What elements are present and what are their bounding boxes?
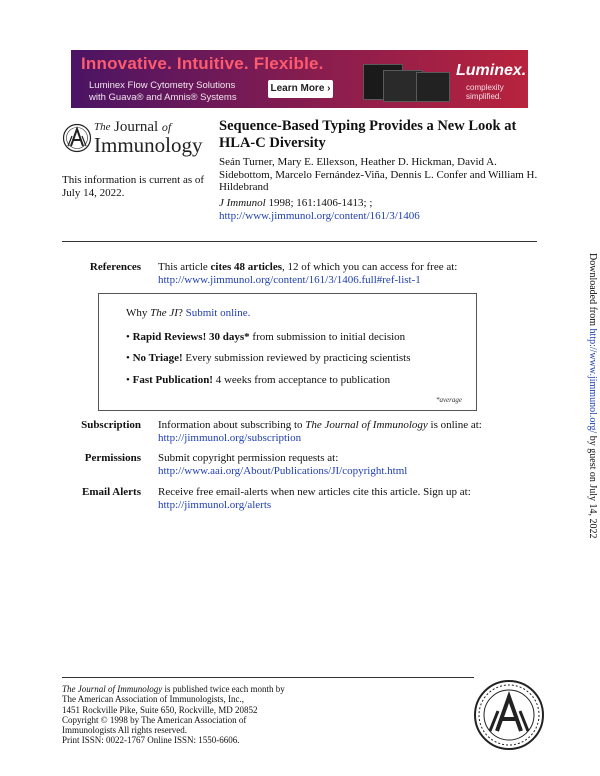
publisher-footer: The Journal of Immunology is published twice each month by The American Association of Immunologists, Inc., 1451 Rockville Pike, Suite 650, Rockville, MD 20852 Copyright © 1998 by The American Association of Immunologists All rights reserved. Print ISSN: 0022-1767 Online ISSN: 1550-6606. — [62, 684, 285, 746]
email-alerts-link[interactable]: http://jimmunol.org/alerts — [158, 498, 272, 511]
logo-immunology-wordmark: Immunology — [94, 133, 203, 157]
journal-abbrev: J Immunol — [219, 197, 266, 209]
promo-bullet: • No Triage! Every submission reviewed by practicing scientists — [126, 352, 411, 364]
subscription-body: Information about subscribing to The Journal of Immunology is online at: http://jimmunol.org/subscription — [158, 419, 482, 444]
permissions-link[interactable]: http://www.aai.org/About/Publications/JI/copyright.html — [158, 464, 408, 477]
promo-bullet: • Fast Publication! 4 weeks from acceptance to publication — [126, 374, 391, 386]
why-ji-heading: Why The JI? Submit online. — [126, 307, 251, 319]
citation-details: 1998; 161:1406-1413; ; — [268, 197, 373, 209]
learn-more-button[interactable]: Learn More › — [268, 80, 333, 98]
aai-emblem-icon — [62, 123, 92, 153]
aai-seal-icon — [473, 679, 545, 751]
subscription-label: Subscription — [81, 419, 141, 431]
subscription-link[interactable]: http://jimmunol.org/subscription — [158, 431, 302, 444]
references-link[interactable]: http://www.jimmunol.org/content/161/3/1406.full#ref-list-1 — [158, 273, 421, 286]
article-citation — [219, 197, 539, 223]
journal-logo — [62, 120, 207, 160]
email-alerts-body: Receive free email-alerts when new articles cite this article. Sign up at: http://jimmunol.org/alerts — [158, 486, 471, 511]
article-url-link[interactable]: http://www.jimmunol.org/content/161/3/1406 — [219, 210, 420, 222]
download-site-link[interactable]: http://www.jimmunol.org/ — [587, 328, 598, 434]
permissions-label: Permissions — [84, 452, 141, 464]
luminex-ad-banner[interactable] — [71, 50, 528, 108]
ad-headline: Innovative. Intuitive. Flexible. — [81, 54, 324, 73]
luminex-logo: Luminex. — [456, 62, 527, 79]
references-label: References — [89, 261, 141, 273]
permissions-body: Submit copyright permission requests at: http://www.aai.org/About/Publications/JI/copyright.html — [158, 452, 408, 477]
why-ji-promo-box — [98, 293, 477, 411]
promo-bullet: • Rapid Reviews! 30 days* from submission to initial decision — [126, 331, 406, 343]
currency-note: This information is current as of July 14, 2022. — [62, 174, 205, 199]
submit-online-link[interactable]: Submit online. — [185, 307, 251, 319]
email-alerts-label: Email Alerts — [82, 486, 141, 498]
ad-subline-1: Luminex Flow Cytometry Solutions — [89, 80, 236, 91]
download-stamp: Downloaded from http://www.jimmunol.org/ by guest on July 14, 2022 — [587, 253, 598, 539]
analyzer-image-icon — [416, 72, 450, 102]
ad-subline-2: with Guava® and Amnis® Systems — [89, 92, 237, 103]
article-title: Sequence-Based Typing Provides a New Look at HLA-C Diversity — [219, 118, 517, 151]
promo-footnote: *average — [435, 396, 462, 404]
header-divider — [62, 241, 537, 242]
footer-divider — [62, 677, 474, 678]
article-authors: Seán Turner, Mary E. Ellexson, Heather D. Hickman, David A. Sidebottom, Marcelo Fernández-Viña, Dennis L. Confer and William H. Hildebrand — [219, 156, 538, 193]
ad-tagline: complexity simplified. — [466, 83, 504, 101]
references-body: This article cites 48 articles, 12 of which you can access for free at: http://www.jimmunol.org/content/161/3/1406.full#ref-list-1 — [158, 261, 458, 286]
logo-journal-wordmark: Journal of — [114, 119, 172, 135]
logo-the: The — [94, 121, 111, 133]
